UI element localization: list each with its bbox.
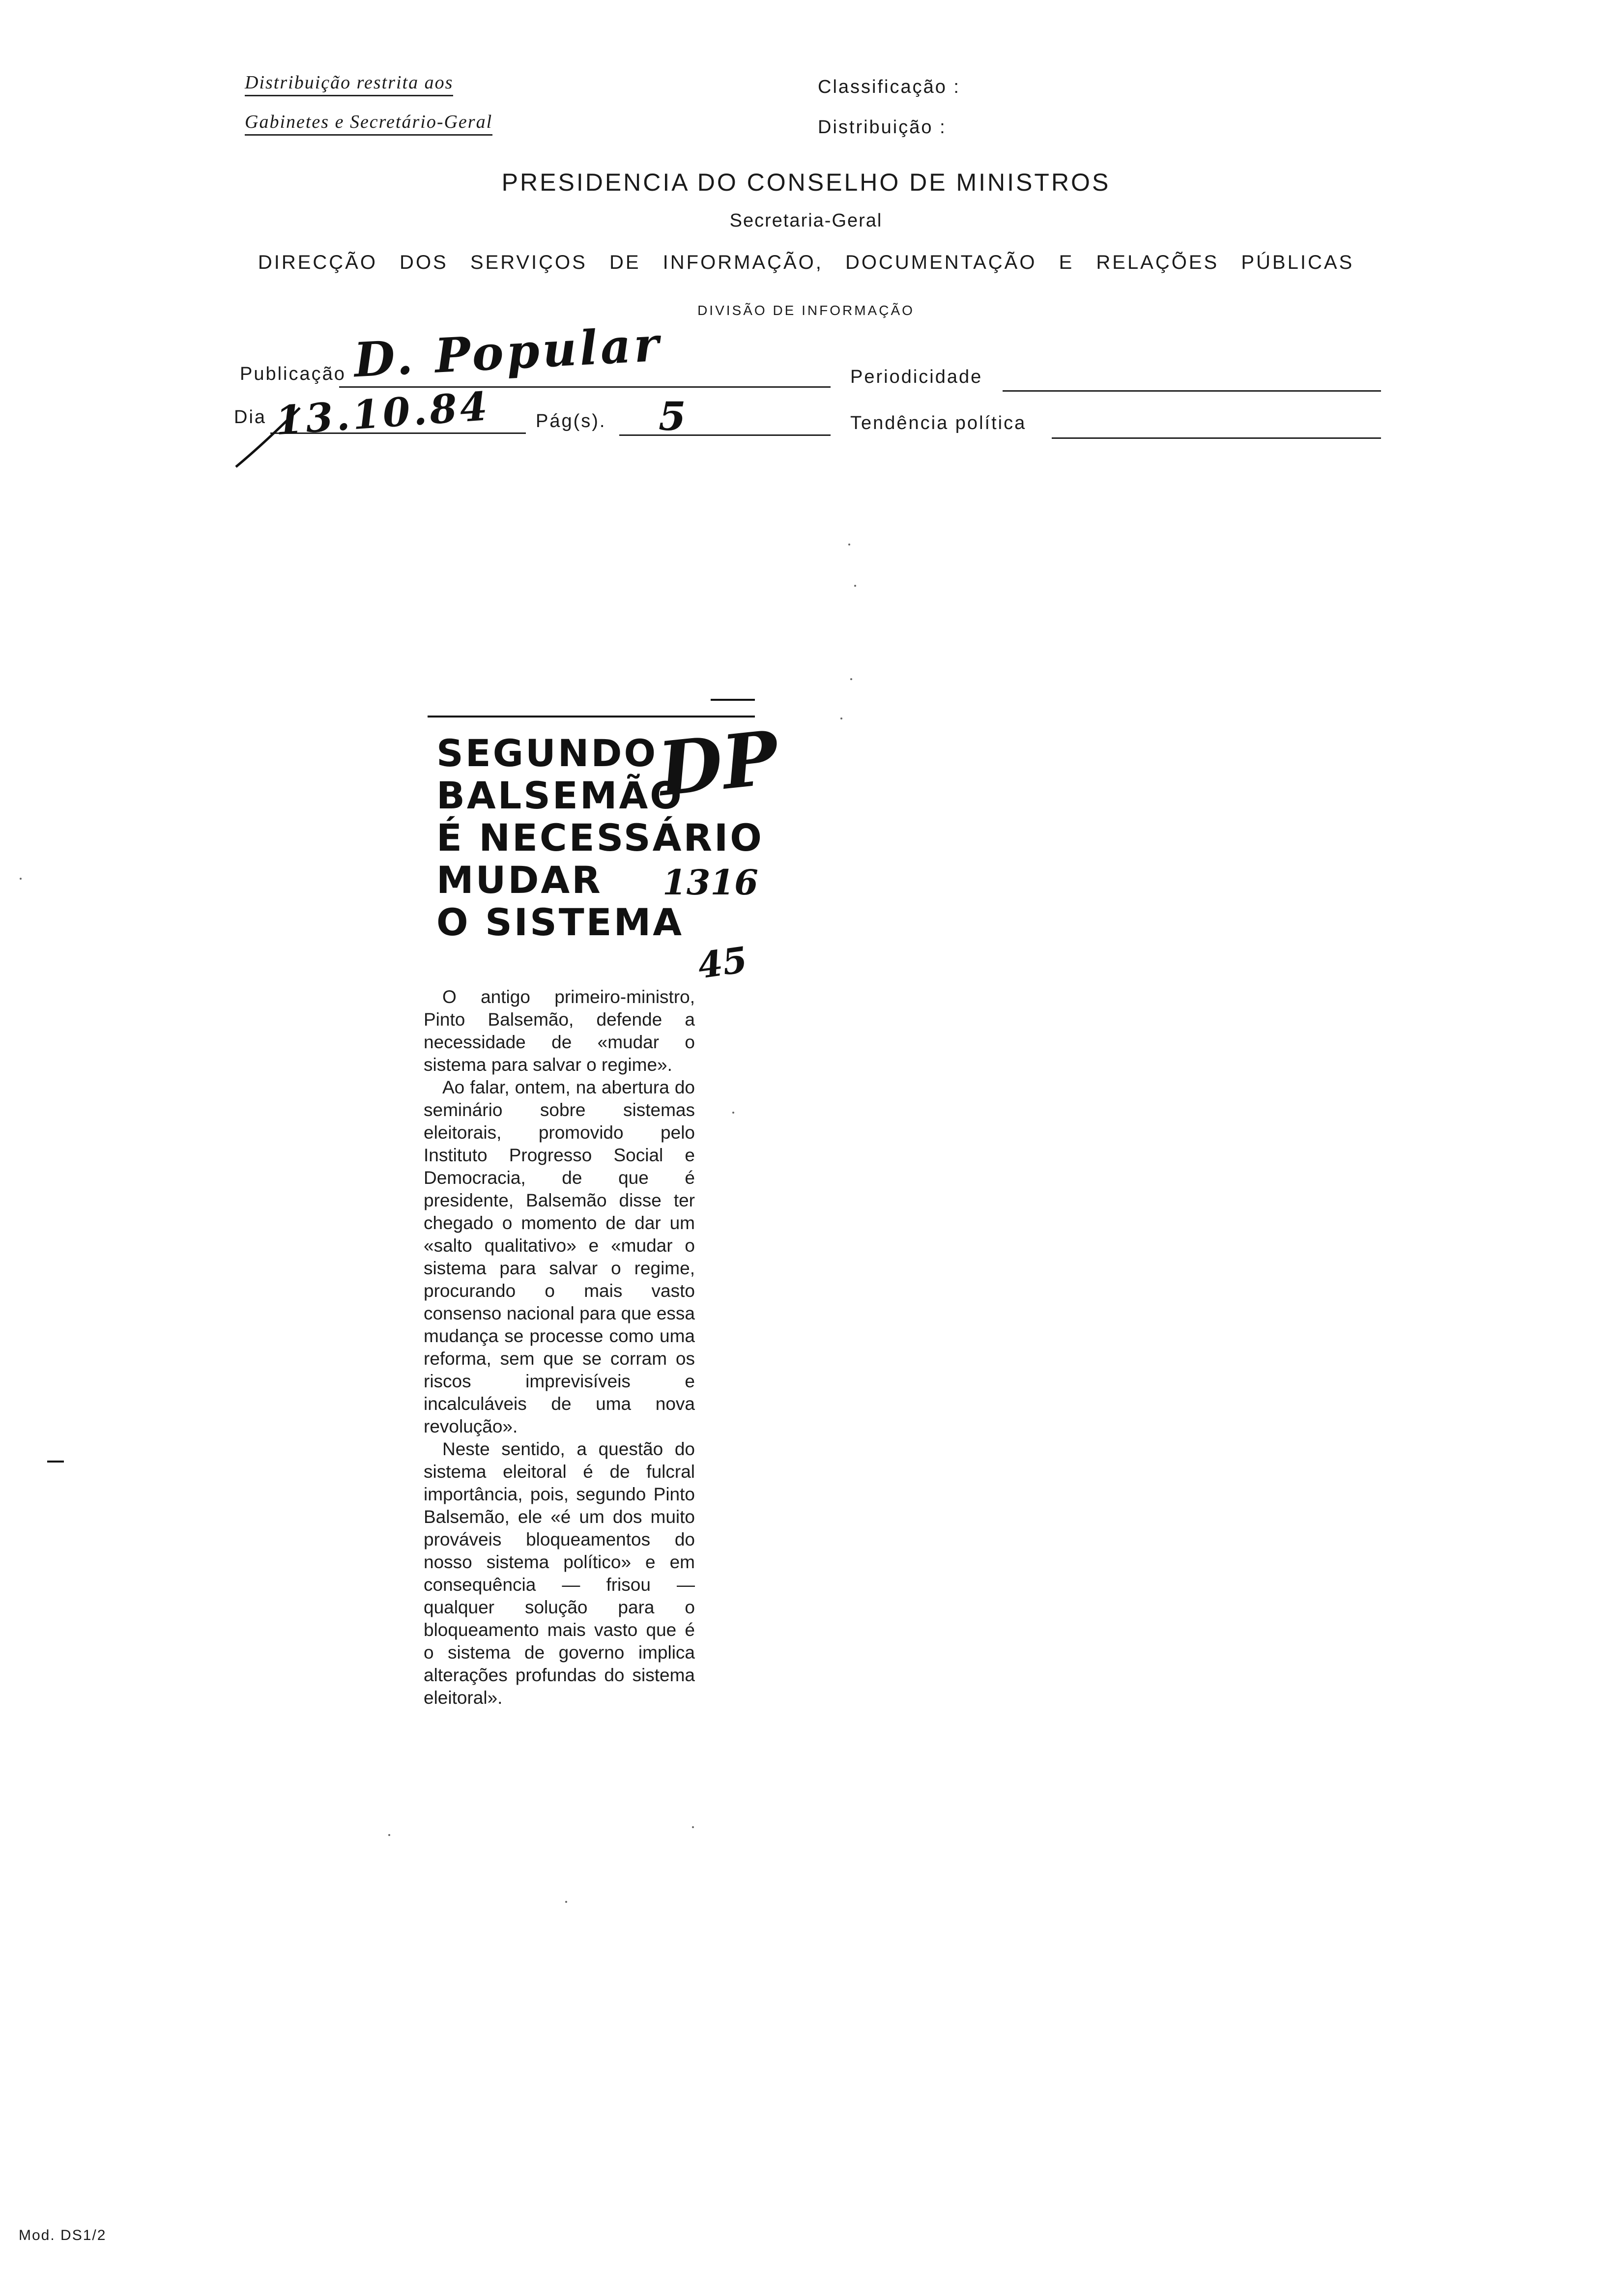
scan-speck (854, 585, 856, 587)
model-code: Mod. DS1/2 (19, 2227, 107, 2243)
pages-label: Pág(s). (536, 411, 606, 431)
article-paragraph: Neste sentido, a questão do sistema eleitoral é de fulcral importância, pois, segundo Pinto Balsemão, ele «é um dos muito prováveis bloqueamentos do nosso sistema político» e em consequência — frisou — qualquer solução para o bloqueamento mais vasto que é o sistema de governo implica alterações profundas do sistema eleitoral». (424, 1439, 695, 1708)
article-paragraph: Ao falar, ontem, na abertura do seminário sobre sistemas eleitorais, promovido pelo Instituto Progresso Social e Democracia, de que é presidente, Balsemão disse ter chegado o momento de dar um «salto qualitativo» e «mudar o sistema para salvar o regime, procurando o mais vasto consenso nacional para que essa mudança se processe como uma reforma, sem que se corram os riscos imprevisíveis e incalculáveis de uma nova revolução». (424, 1077, 695, 1436)
handwritten-number-annotation: 1316 (662, 862, 758, 903)
clipping-top-rule-short (711, 699, 755, 701)
publication-handwritten-value: D. Popular (352, 316, 663, 388)
restricted-distribution-line-1: Distribuição restrita aos (245, 72, 453, 93)
scan-speck (20, 878, 22, 880)
headline-line-2: BALSEMÃO (436, 774, 684, 817)
scan-speck (692, 1826, 694, 1828)
scan-speck (848, 544, 850, 545)
pages-handwritten-value: 5 (659, 393, 689, 439)
date-slash-mark (231, 403, 305, 472)
scan-speck (565, 1901, 567, 1903)
periodicity-label: Periodicidade (850, 367, 983, 387)
scan-speck (840, 718, 842, 719)
directorate-name: DIRECÇÃO DOS SERVIÇOS DE INFORMAÇÃO, DOCUMENTAÇÃO E RELAÇÕES PÚBLICAS (258, 252, 1354, 273)
political-tendency-line (1052, 437, 1381, 439)
page-title: PRESIDENCIA DO CONSELHO DE MINISTROS (501, 169, 1111, 196)
handwritten-small-annotation: 45 (695, 938, 750, 987)
day-handwritten-value: 13.10.84 (274, 382, 492, 444)
periodicity-line (1003, 390, 1381, 392)
scan-speck (850, 678, 852, 680)
political-tendency-label: Tendência política (850, 413, 1027, 433)
headline-line-4: MUDAR (436, 858, 603, 902)
distribution-label: Distribuição : (818, 117, 947, 138)
page-subtitle: Secretaria-Geral (729, 210, 883, 231)
headline-line-3: É NECESSÁRIO (436, 816, 764, 860)
pages-line (619, 434, 831, 436)
scan-speck (732, 1112, 734, 1114)
article-body (424, 986, 695, 1709)
scan-speck (388, 1834, 390, 1836)
headline-line-1: SEGUNDO (436, 731, 658, 775)
classification-label: Classificação : (818, 77, 960, 97)
margin-mark (47, 1461, 64, 1463)
article-paragraph: O antigo primeiro-ministro, Pinto Balsemão, defende a necessidade de «mudar o sistema para salvar o regime». (424, 987, 695, 1075)
day-label: Dia (234, 407, 267, 428)
clipping-top-rule (428, 716, 755, 718)
restricted-distribution-line-2: Gabinetes e Secretário-Geral (245, 111, 492, 133)
division-name: DIVISÃO DE INFORMAÇÃO (697, 303, 915, 318)
handwritten-source-annotation: DP (654, 714, 782, 813)
headline-line-5: O SISTEMA (436, 900, 684, 944)
publication-label: Publicação (240, 364, 346, 384)
